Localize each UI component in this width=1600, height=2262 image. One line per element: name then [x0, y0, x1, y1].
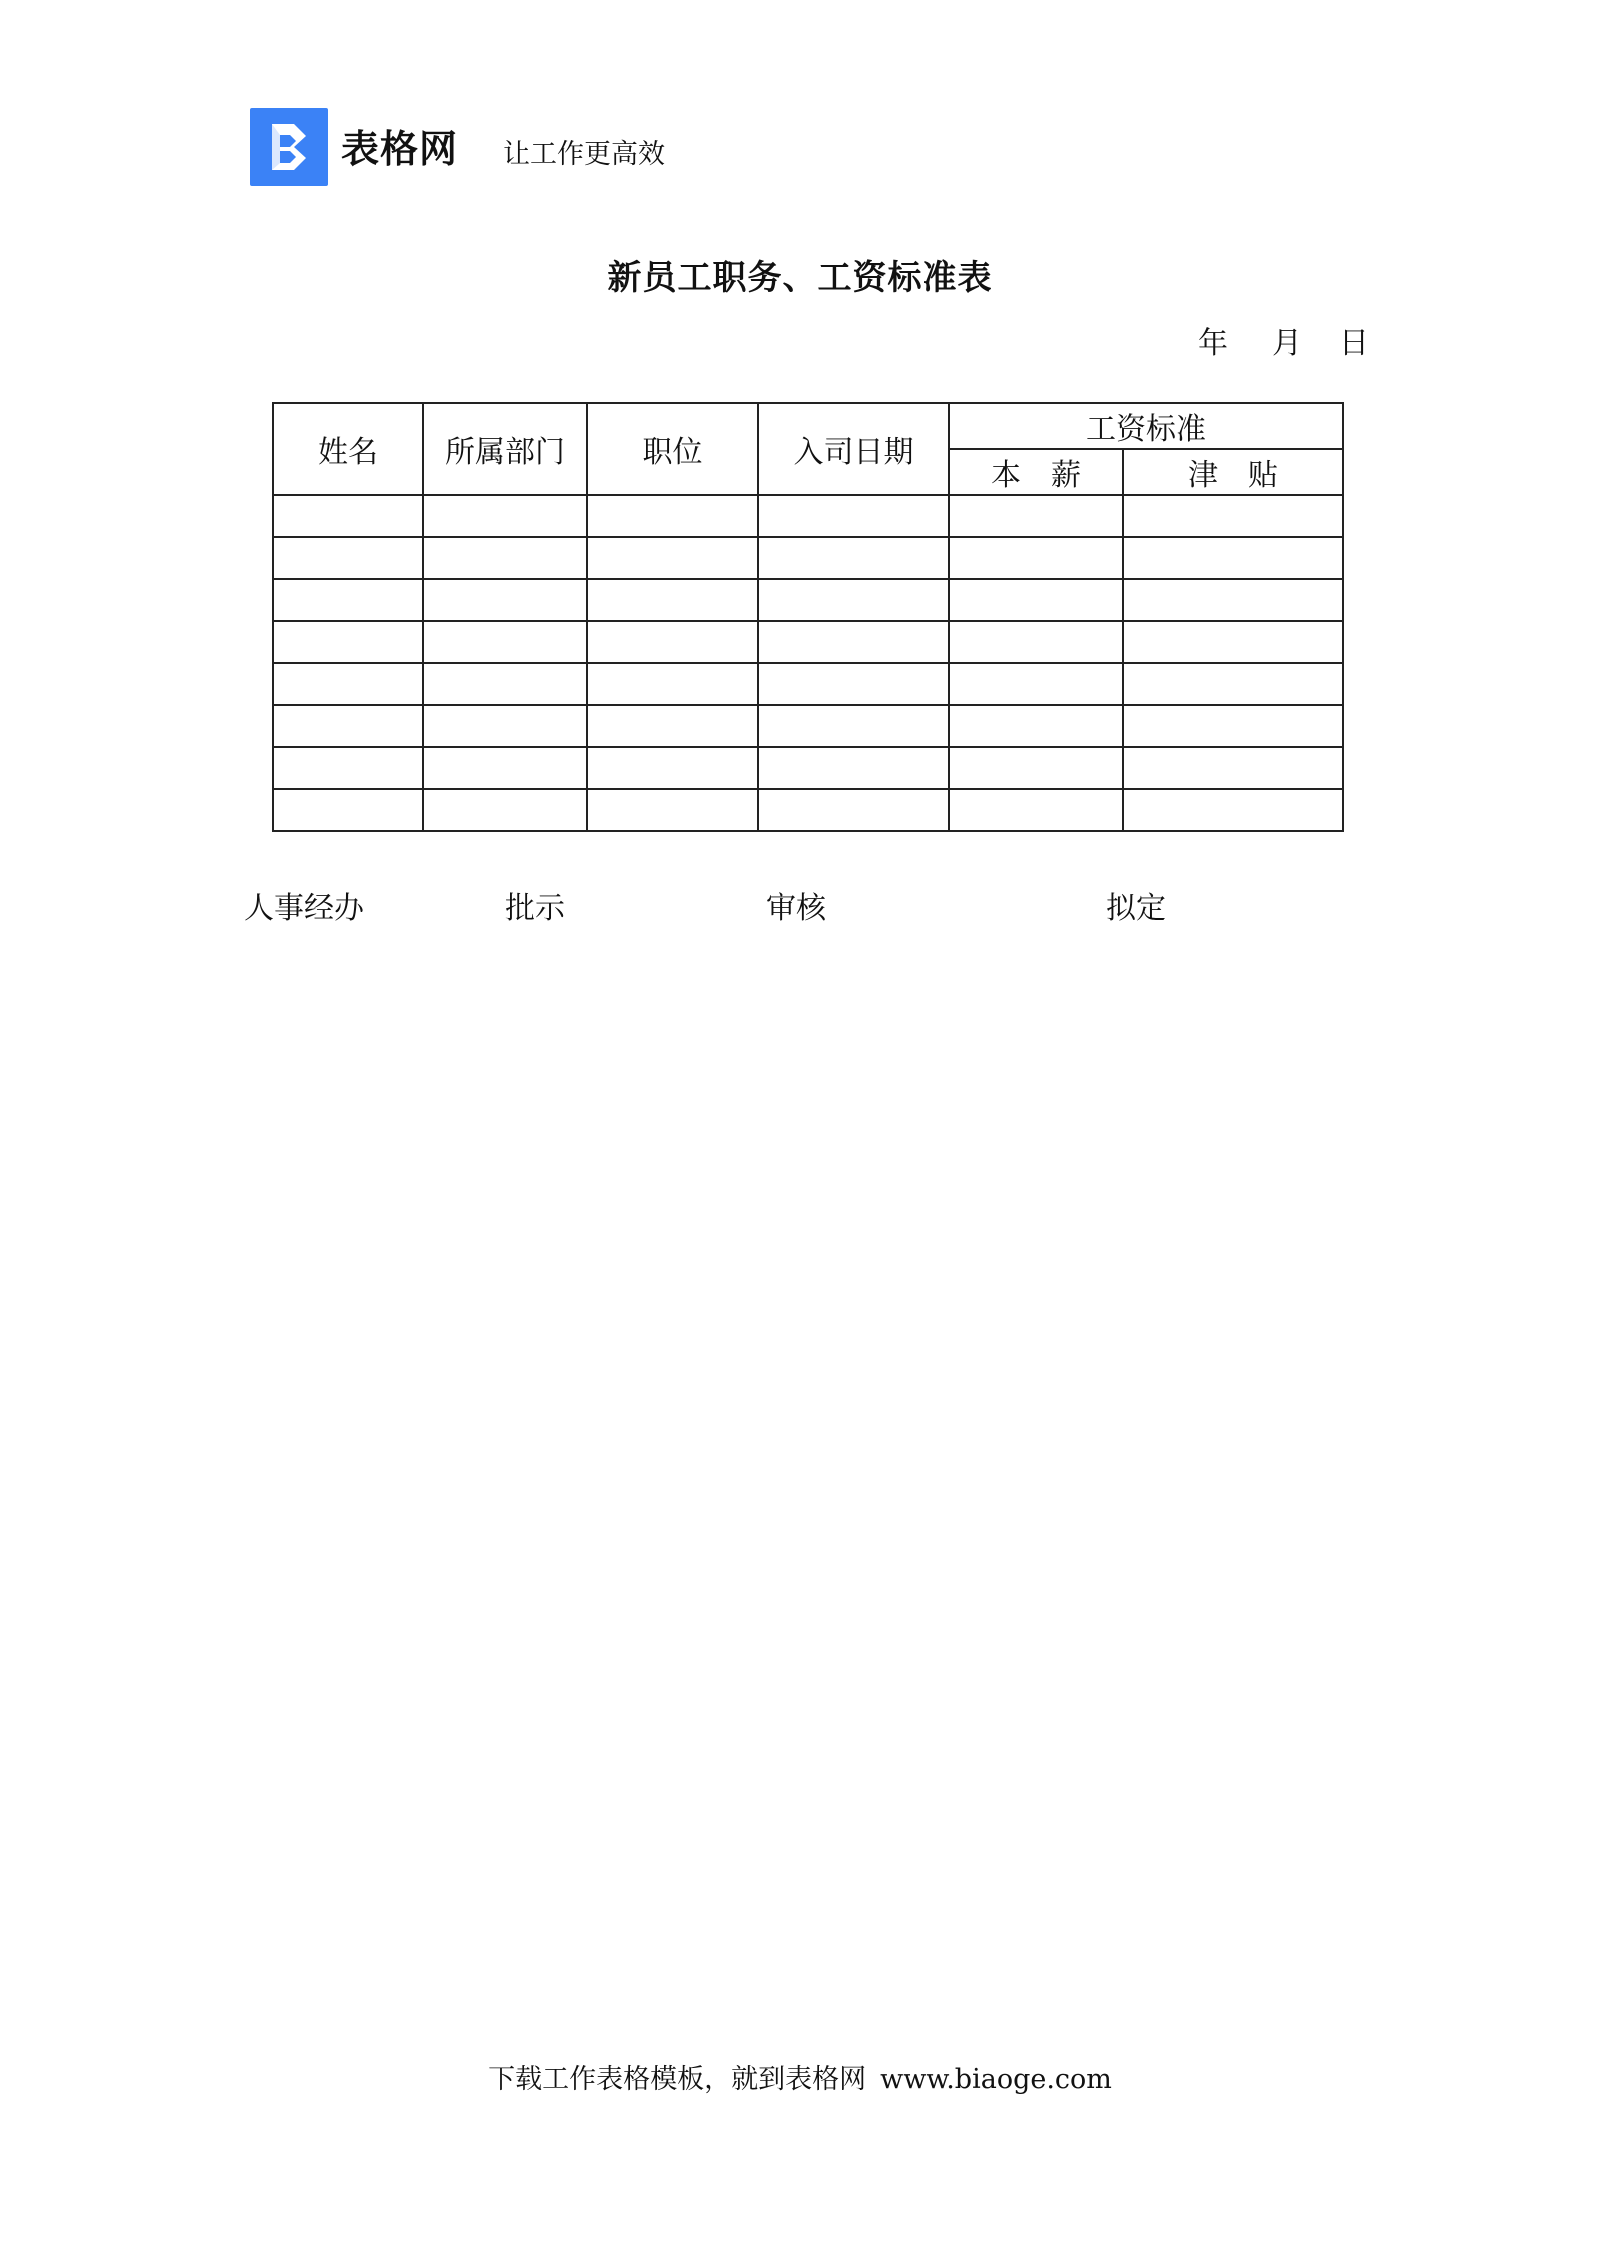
table-cell[interactable] [949, 579, 1123, 621]
table-cell[interactable] [587, 495, 758, 537]
table-cell[interactable] [949, 495, 1123, 537]
table-cell[interactable] [758, 747, 949, 789]
biaoge-logo-icon [250, 108, 328, 186]
table-row [273, 495, 1343, 537]
table-cell[interactable] [423, 537, 587, 579]
table-cell[interactable] [1123, 537, 1343, 579]
brand-slogan: 让工作更高效 [503, 139, 665, 170]
salary-standard-table [272, 402, 1344, 832]
date-month-label: 月 [1272, 326, 1302, 361]
date-day-label: 日 [1339, 326, 1369, 361]
table-cell[interactable] [1123, 663, 1343, 705]
table-cell[interactable] [587, 747, 758, 789]
table-cell[interactable] [1123, 579, 1343, 621]
table-cell[interactable] [949, 537, 1123, 579]
table-cell[interactable] [587, 663, 758, 705]
table-cell[interactable] [758, 495, 949, 537]
header-salary-standard: 工资标准 [949, 403, 1343, 449]
header-department: 所属部门 [423, 403, 587, 495]
table-cell[interactable] [423, 621, 587, 663]
table-cell[interactable] [273, 705, 423, 747]
table-row [273, 705, 1343, 747]
table-header-row [273, 403, 1343, 449]
table-cell[interactable] [587, 579, 758, 621]
header-allowance: 津 贴 [1123, 449, 1343, 495]
table-cell[interactable] [423, 705, 587, 747]
table-cell[interactable] [423, 663, 587, 705]
logo-glyph [250, 108, 328, 186]
table-cell[interactable] [949, 621, 1123, 663]
table-cell[interactable] [423, 789, 587, 831]
footer [0, 2057, 1600, 2096]
table-cell[interactable] [273, 789, 423, 831]
table-cell[interactable] [587, 705, 758, 747]
header-position: 职位 [587, 403, 758, 495]
table-row [273, 579, 1343, 621]
header-entry-date: 入司日期 [758, 403, 949, 495]
table-row [273, 789, 1343, 831]
table-cell[interactable] [1123, 495, 1343, 537]
table-cell[interactable] [758, 579, 949, 621]
table-row [273, 537, 1343, 579]
table-cell[interactable] [273, 495, 423, 537]
table-row [273, 747, 1343, 789]
table-cell[interactable] [949, 705, 1123, 747]
table-cell[interactable] [273, 747, 423, 789]
signature-hr-handler: 人事经办 [244, 891, 364, 926]
signature-review: 审核 [766, 891, 826, 926]
table-cell[interactable] [949, 747, 1123, 789]
table-cell[interactable] [758, 789, 949, 831]
signature-approval: 批示 [505, 891, 565, 926]
header-name: 姓名 [273, 403, 423, 495]
table-cell[interactable] [1123, 621, 1343, 663]
table-row [273, 663, 1343, 705]
table-cell[interactable] [1123, 747, 1343, 789]
table-cell[interactable] [273, 579, 423, 621]
table-row [273, 621, 1343, 663]
table-cell[interactable] [587, 789, 758, 831]
table-cell[interactable] [423, 495, 587, 537]
page-title: 新员工职务、工资标准表 [607, 258, 993, 298]
table-cell[interactable] [949, 663, 1123, 705]
table-cell[interactable] [587, 621, 758, 663]
brand-name: 表格网 [341, 127, 459, 171]
table-cell[interactable] [273, 621, 423, 663]
date-year-label: 年 [1198, 326, 1228, 361]
table-cell[interactable] [758, 537, 949, 579]
table-body [273, 495, 1343, 831]
header-base-salary: 本 薪 [949, 449, 1123, 495]
table-cell[interactable] [273, 537, 423, 579]
table-cell[interactable] [273, 663, 423, 705]
table-cell[interactable] [423, 579, 587, 621]
table-cell[interactable] [587, 537, 758, 579]
table-cell[interactable] [949, 789, 1123, 831]
signature-draft: 拟定 [1106, 891, 1166, 926]
footer-url: www.biaoge.com [880, 2064, 1112, 2095]
footer-text: 下载工作表格模板，就到表格网 [488, 2064, 867, 2095]
table-cell[interactable] [758, 621, 949, 663]
table-cell[interactable] [1123, 705, 1343, 747]
table-cell[interactable] [758, 663, 949, 705]
table-cell[interactable] [758, 705, 949, 747]
table-cell[interactable] [1123, 789, 1343, 831]
table-cell[interactable] [423, 747, 587, 789]
